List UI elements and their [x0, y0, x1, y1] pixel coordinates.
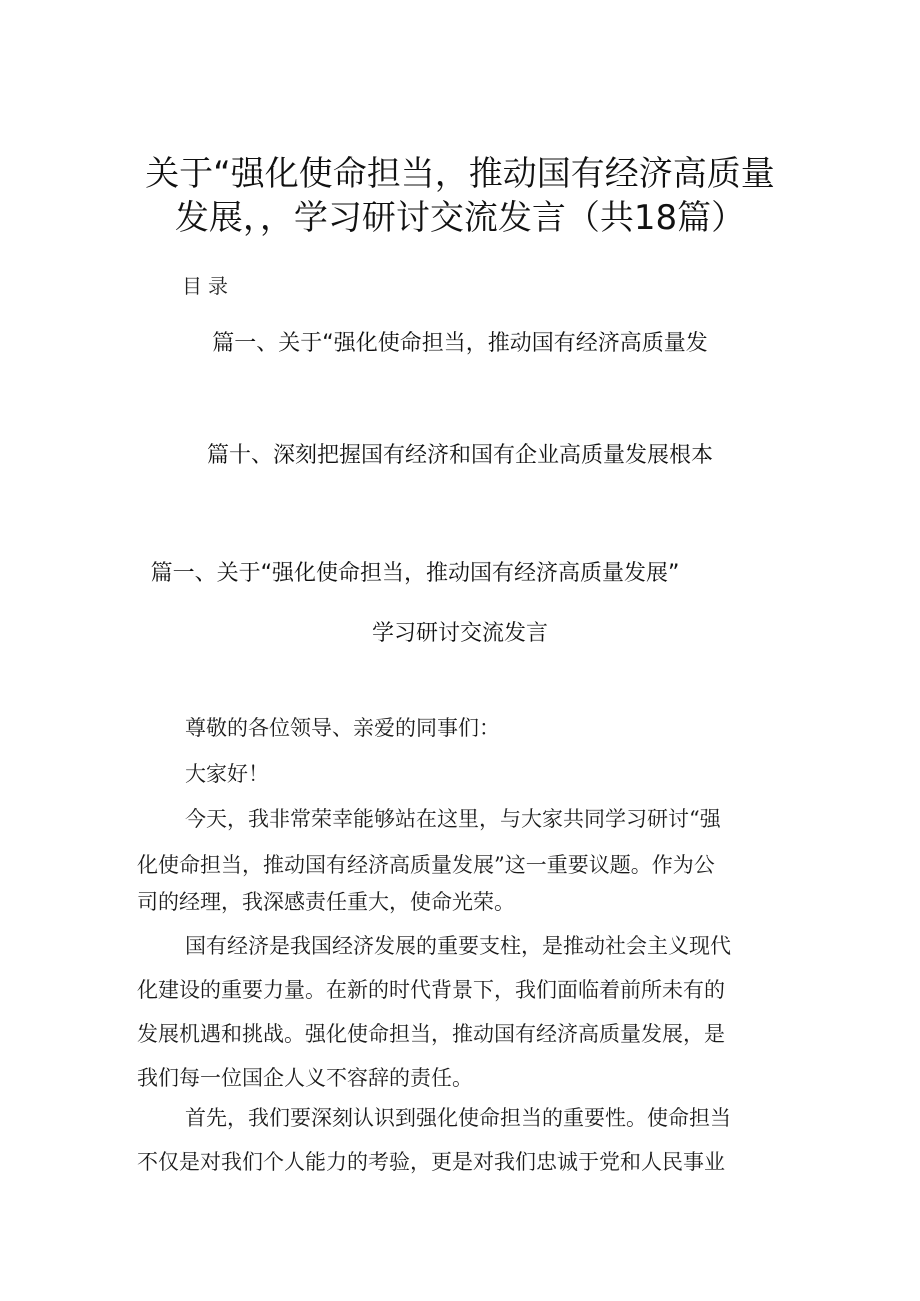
toc-label: 目录 — [182, 274, 234, 298]
salutation-line: 尊敬的各位领导、亲爱的同事们： — [185, 716, 500, 740]
paragraph-2-line-1: 国有经济是我国经济发展的重要支柱，是推动社会主义现代 — [185, 934, 731, 958]
greeting-line: 大家好！ — [185, 762, 269, 786]
paragraph-1-line-1: 今天，我非常荣幸能够站在这里，与大家共同学习研讨“强 — [185, 807, 721, 831]
section-title-line-1: 篇一、关于“强化使命担当，推动国有经济高质量发展” — [150, 561, 680, 586]
paragraph-1-line-2: 化使命担当，推动国有经济高质量发展”这一重要议题。作为公 — [137, 853, 715, 877]
section-title-line-2: 学习研讨交流发言 — [371, 621, 548, 646]
toc-item-10[interactable]: 篇十、深刻把握国有经济和国有企业高质量发展根本 — [206, 443, 713, 468]
paragraph-2-line-4: 我们每一位国企人义不容辞的责任。 — [137, 1066, 473, 1090]
paragraph-3-line-1: 首先，我们要深刻认识到强化使命担当的重要性。使命担当 — [185, 1106, 731, 1130]
paragraph-2-line-3: 发展机遇和挑战。强化使命担当，推动国有经济高质量发展，是 — [137, 1022, 725, 1046]
document-title-line-1: 关于“强化使命担当，推动国有经济高质量 — [145, 154, 775, 194]
paragraph-1-line-3: 司的经理，我深感责任重大，使命光荣。 — [137, 890, 515, 914]
paragraph-3-line-2: 不仅是对我们个人能力的考验，更是对我们忠诚于党和人民事业 — [137, 1150, 725, 1174]
document-title-line-2: 发展，，学习研讨交流发言（共18篇） — [174, 198, 746, 238]
toc-item-1[interactable]: 篇一、关于“强化使命担当，推动国有经济高质量发 — [212, 331, 708, 356]
paragraph-2-line-2: 化建设的重要力量。在新的时代背景下，我们面临着前所未有的 — [137, 978, 725, 1002]
